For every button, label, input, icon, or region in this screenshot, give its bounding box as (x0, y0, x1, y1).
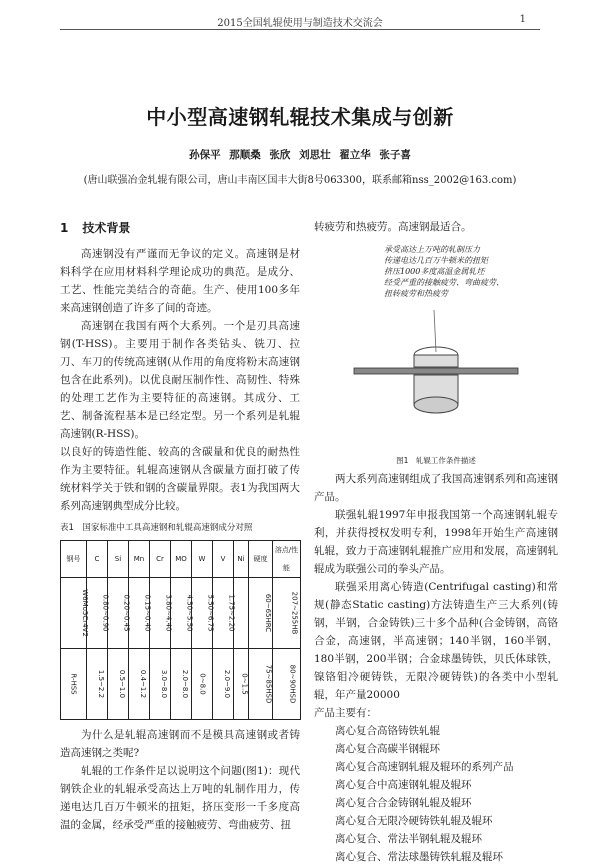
cell-text: 2.0~8.0 (181, 669, 190, 699)
cell-text: 0.5~1.0 (118, 669, 127, 699)
upper-roll-body (414, 355, 458, 367)
cell-text: 0.80~0.90 (101, 594, 110, 632)
table-header: 钢号 (61, 541, 87, 578)
paragraph: 高速钢在我国有两个大系列。一个是刃具高速钢(T-HSS)。主要用于制作各类钻头、铣刀、拉刀、车刀的传统高速钢(从作用的角度将粉末高速钢包含在此系列)。以优良耐压制作性、高韧性、特殊的处理工艺作为主要特征的高速钢。其成分、工艺、制备流程基本是已经定型。另一个系列是轧辊高速钢(R-HSS)。 (60, 320, 300, 440)
composition-table (60, 540, 301, 720)
section-title: 技术背景 (82, 221, 131, 235)
table-header: Si (108, 541, 129, 578)
paragraph: 高速钢没有严谨而无争议的定义。高速钢是材料科学在应用材料科学理论成功的典范。是成分、工艺、性能完美结合的奇葩。生产、使用100多年来高速钢创造了许多了间的奇迹。 (60, 248, 300, 314)
paragraph: 联强采用离心铸造(Centrifugal casting)和常规(静态Static casting)方法铸造生产三大系列(铸钢，半钢，合金铸铁)三十多个品种(合金铸钢，高铬合金，高速钢，半高速钢；140半钢，160半钢，180半钢，200半钢；合金球墨铸铁，贝氏体球铁，镍铬钼冷硬铸铁，无限冷硬铸铁)的各类中小型轧辊，年产量20000 (314, 581, 558, 701)
table-cell (213, 649, 234, 720)
header-rule (60, 29, 540, 30)
cell-text: 0.20~0.45 (122, 594, 131, 632)
left-column (60, 215, 300, 834)
table-cell (61, 578, 87, 649)
table-header: 溶点/性能 (273, 541, 301, 578)
figure-rolling-conditions (314, 240, 558, 470)
annotation-leader (434, 310, 436, 352)
table-cell (129, 649, 150, 720)
cell-text: 0.15~0.40 (143, 594, 152, 632)
product-list (314, 722, 558, 866)
cell-text: 1.75~2.20 (227, 594, 236, 632)
table-cell (192, 649, 213, 720)
paragraph: 两大系列高速钢组成了我国高速钢系列和高速钢产品。 (314, 473, 558, 503)
table-header: W (192, 541, 213, 578)
cell-text: 3.0~8.0 (160, 669, 169, 699)
table-cell (87, 649, 108, 720)
lower-roll-end (414, 397, 458, 413)
right-column (314, 218, 558, 866)
paragraph: 联强轧辊1997年申报我国第一个高速钢轧辊专利，并获得授权发明专利，1998年开始生产高速钢轧辊，致力于高速钢轧辊推广应用和发展，高速钢轧辊成为联强公司的拳头产品。 (314, 509, 558, 575)
products-intro: 产品主要有： (314, 707, 377, 719)
cell-text: 0.4~1.2 (139, 669, 148, 699)
table-cell (61, 649, 87, 720)
table-cell (108, 649, 129, 720)
paper-title: 中小型高速钢轧辊技术集成与创新 (146, 105, 454, 129)
table-row (61, 649, 301, 720)
table-header: MO (171, 541, 192, 578)
cell-text: 60~65HRC (264, 593, 273, 633)
cell-text: 207~255HB (290, 591, 299, 635)
cell-text: 2.0~9.0 (223, 669, 232, 699)
page-number: 1 (519, 14, 526, 25)
running-header: 2015全国轧辊使用与制造技术交流会 (217, 18, 383, 29)
list-item: 离心复合高铬铸铁轧辊 (335, 725, 440, 737)
annotation-line: 承受高达上万吨的轧制压力 (384, 245, 480, 254)
table-header: Ni (234, 541, 249, 578)
cell-text: R-HSS (69, 673, 78, 695)
table-header: Mn (129, 541, 150, 578)
figure-caption: 图1 轧辊工作条件描述 (396, 456, 476, 465)
cell-text: 4.50~5.50 (185, 594, 194, 632)
table-cell (171, 649, 192, 720)
list-item: 离心复合无限冷硬铸铁轧辊及辊环 (335, 815, 493, 827)
annotation-line: 挤压1000多度高温金属轧坯 (384, 267, 485, 276)
annotation-line: 经受严重的接触疲劳、弯曲疲劳、 (384, 278, 504, 287)
affiliation: (唐山联强冶金轧辊有限公司，唐山丰南区国丰大街8号063300，联系邮箱nss_2002@163.com) (83, 175, 517, 186)
cell-text: 80~90HSD (288, 664, 297, 704)
cell-text: 0~8.0 (198, 673, 207, 695)
table-header-row (61, 541, 301, 578)
cell-text: 5.50~6.75 (206, 594, 215, 632)
rolled-strip (354, 368, 518, 374)
table-cell (150, 649, 171, 720)
annotation-line: 扭转疲劳和热疲劳 (384, 289, 448, 298)
table-header: 硬度 (249, 541, 273, 578)
table-cell (249, 578, 273, 649)
table-cell (234, 649, 249, 720)
list-item: 离心复合、常法球墨铸铁轧辊及辊环 (335, 851, 503, 863)
table-header: C (87, 541, 108, 578)
paragraph: 转疲劳和热疲劳。高速钢最适合。 (314, 221, 472, 233)
annotation-line: 传递电达几百万牛顿米的扭矩 (384, 256, 488, 265)
table-caption: 表1 国家标准中工具高速钢和轧辊高速钢成分对照 (60, 523, 253, 533)
cell-text: 75~85HSD (264, 664, 273, 704)
paragraph: 以良好的铸造性能、较高的含碳量和优良的耐热性作为主要特征。轧辊高速钢从含碳量方面打破了传统材料学关于铁和钢的含碳量界限。表1为我国两大系列高速钢典型成分比较。 (60, 446, 300, 512)
list-item: 离心复合中高速钢轧辊及辊环 (335, 779, 472, 791)
figure-annotations (384, 244, 504, 299)
table-header: Cr (150, 541, 171, 578)
cell-text: 0~1.5 (240, 673, 249, 695)
list-item: 离心复合、常法半钢轧辊及辊环 (335, 833, 482, 845)
cell-text: 1.5~2.2 (97, 669, 106, 699)
list-item: 离心复合高碳半钢辊环 (335, 743, 440, 755)
table-row (61, 578, 301, 649)
author-list: 孙保平 那顺桑 张欣 刘思壮 翟立华 张子喜 (189, 149, 411, 161)
section-number: 1 (60, 221, 69, 235)
list-item: 离心复合高速钢轧辊及辊环的系列产品 (335, 761, 514, 773)
paragraph: 轧辊的工作条件足以说明这个问题(图1)：现代钢铁企业的轧辊承受高达上万吨的轧制作用力，传递电达几百万牛顿米的扭矩，挤压变形一千多度高温的金属，经承受严重的接触疲劳、弯曲疲劳、扭 (60, 765, 300, 831)
section-heading (60, 219, 300, 237)
cell-text: W6Mo5Cr4V2 (80, 589, 89, 637)
paragraph: 为什么是轧辊高速钢而不是模具高速钢或者铸造高速钢之类呢? (60, 729, 300, 759)
list-item: 离心复合合金铸钢轧辊及辊环 (335, 797, 472, 809)
cell-text: 3.80~4.40 (164, 594, 173, 632)
table-header: V (213, 541, 234, 578)
